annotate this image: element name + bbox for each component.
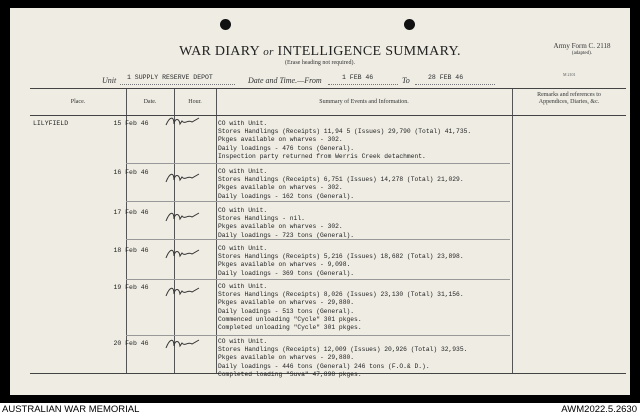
date-time-label: Date and Time.—From: [248, 76, 322, 85]
summary-line: Daily loadings - 723 tons (General).: [218, 231, 355, 239]
subtitle: (Erase heading not required).: [285, 60, 355, 66]
entry-summary: [218, 120, 471, 161]
entry-summary: [218, 245, 464, 278]
summary-line: CO with Unit.: [218, 168, 268, 175]
summary-line: Pkges available on wharves - 302.: [218, 184, 343, 192]
entry-date: 17 Feb 46: [113, 209, 149, 216]
summary-line: Stores Handlings (Receipts) 6,751 (Issues) 14,278 (Total) 21,029.: [218, 176, 464, 184]
unit-label: Unit: [102, 76, 117, 85]
col-header-remarks-line2: Appendices, Diaries, &c.: [538, 99, 600, 105]
title-war-diary: WAR DIARY: [179, 44, 260, 59]
unit-value: 1 SUPPLY RESERVE DEPOT: [127, 74, 213, 81]
col-header-remarks: [512, 92, 626, 106]
row-separator: [126, 163, 510, 164]
summary-line: Daily loadings - 476 tons (General).: [218, 144, 355, 152]
title-or: or: [263, 46, 274, 58]
summary-line: Daily loadings - 446 tons (General) 246 tons (F.O.& D.).: [218, 362, 430, 370]
summary-line: Completed loading "Suva" 47,898 pkges.: [218, 370, 362, 378]
summary-line: CO with Unit.: [218, 283, 268, 290]
to-value: 28 FEB 46: [428, 74, 464, 81]
page-title: [10, 44, 630, 60]
reference-number: AWM2022.5.2630: [561, 404, 637, 415]
row-separator: [126, 279, 510, 280]
entry-summary: [218, 338, 467, 379]
summary-line: CO with Unit.: [218, 207, 268, 214]
signature-mark: [162, 244, 202, 264]
header-separator: [30, 115, 626, 116]
col-header-summary: Summary of Events and Information.: [319, 99, 409, 105]
col-header-hour: Hour.: [188, 99, 202, 105]
entry-date: 19 Feb 46: [113, 284, 149, 291]
institution-name: AUSTRALIAN WAR MEMORIAL: [2, 404, 140, 415]
summary-line: CO with Unit.: [218, 338, 268, 345]
summary-line: Completed unloading "Cycle" 301 pkges.: [218, 324, 362, 332]
summary-line: Pkges available on wharves - 29,880.: [218, 354, 355, 362]
summary-line: Daily loadings - 369 tons (General).: [218, 269, 355, 277]
punch-hole-left: [220, 19, 231, 30]
row-separator: [126, 201, 510, 202]
entry-date: 15 Feb 46: [113, 120, 149, 127]
summary-line: Stores Handlings (Receipts) 11,94 5 (Issues) 29,790 (Total) 41,735.: [218, 128, 472, 136]
to-label: To: [402, 76, 410, 85]
army-form-number: Army Form C. 2118: [553, 42, 611, 50]
col-header-date: Date.: [143, 99, 157, 105]
summary-line: Daily loadings - 513 tons (General).: [218, 307, 355, 315]
summary-line: Pkges available on wharves - 302.: [218, 136, 343, 144]
signature-mark: [162, 282, 202, 302]
entry-date: 16 Feb 46: [113, 169, 149, 176]
col-divider-summary: [216, 89, 217, 374]
summary-line: Daily loadings - 162 tons (General).: [218, 192, 355, 200]
signature-mark: [162, 207, 202, 227]
punch-hole-right: [404, 19, 415, 30]
title-intelligence-summary: INTELLIGENCE SUMMARY.: [277, 44, 461, 59]
summary-line: Stores Handlings - nil.: [218, 215, 305, 223]
army-form-label: [540, 42, 624, 58]
entry-date: 20 Feb 46: [113, 340, 149, 347]
entry-date: 18 Feb 46: [113, 247, 149, 254]
summary-line: Stores Handlings (Receipts) 8,026 (Issues) 23,130 (Total) 31,156.: [218, 291, 464, 299]
col-header-remarks-line1: Remarks and references to: [537, 92, 601, 98]
summary-line: Pkges available on wharves - 29,880.: [218, 299, 355, 307]
col-divider-remarks: [512, 89, 513, 374]
summary-line: CO with Unit.: [218, 120, 268, 127]
form-stamp: M 2101: [563, 72, 576, 77]
col-divider-date: [126, 89, 127, 374]
summary-line: Inspection party returned from Werris Creek detachment.: [218, 152, 426, 160]
summary-line: CO with Unit.: [218, 245, 268, 252]
from-underline: [328, 84, 398, 85]
summary-line: Stores Handlings (Receipts) 5,216 (Issues) 18,682 (Total) 23,898.: [218, 253, 464, 261]
summary-line: Commenced unloading "Cycle" 301 pkges.: [218, 315, 362, 323]
diary-page: [10, 8, 630, 395]
entry-summary: [218, 283, 464, 332]
summary-line: Pkges available on wharves - 9,098.: [218, 261, 351, 269]
signature-mark: [162, 112, 202, 132]
summary-line: Pkges available on wharves - 302.: [218, 223, 343, 231]
from-value: 1 FEB 46: [342, 74, 374, 81]
unit-underline: [120, 84, 235, 85]
to-underline: [415, 84, 495, 85]
summary-line: Stores Handlings (Receipts) 12,009 (Issues) 20,926 (Total) 32,935.: [218, 346, 468, 354]
col-header-place: Place.: [70, 99, 86, 105]
army-form-adapted: (adapted).: [571, 51, 593, 56]
entry-summary: [218, 207, 354, 240]
entry-place: LILYFIELD: [33, 120, 69, 127]
entry-summary: [218, 168, 464, 201]
signature-mark: [162, 334, 202, 354]
signature-mark: [162, 168, 202, 188]
archive-footer: [0, 403, 640, 417]
